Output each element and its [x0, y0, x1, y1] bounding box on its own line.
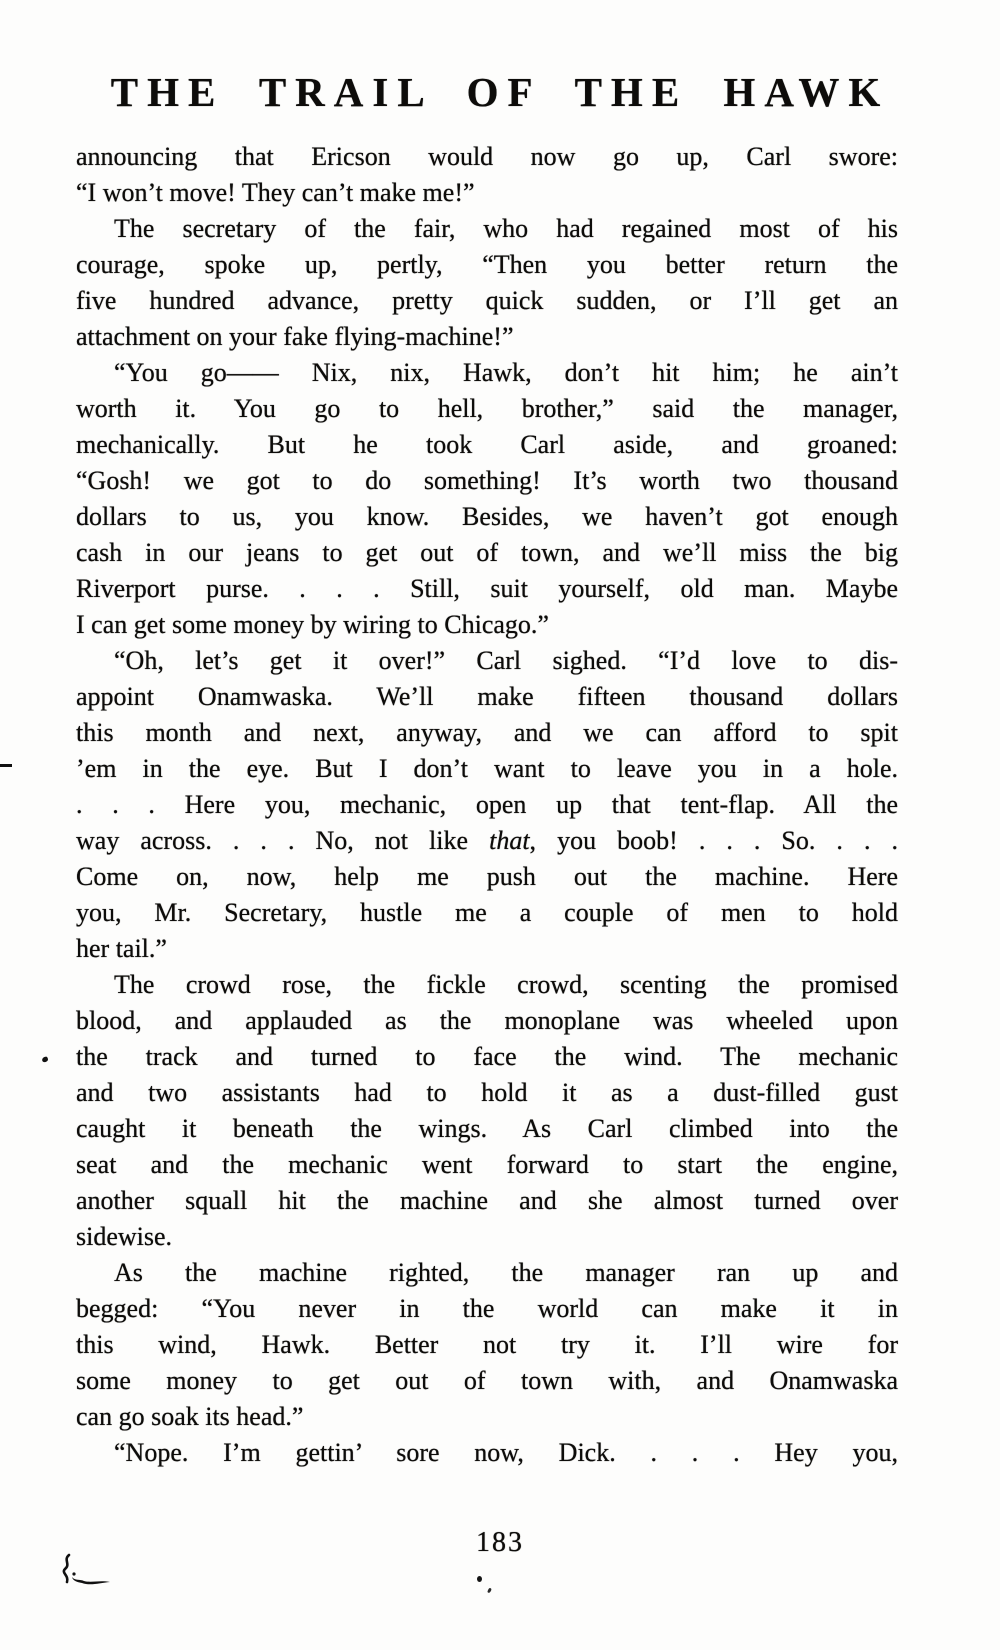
- text-block: [76, 139, 898, 1471]
- text-line: As the machine righted, the manager ran up and: [114, 1258, 898, 1287]
- folio-dot-mark: [477, 1576, 482, 1582]
- text-line: and two assistants had to hold it as a dust-filled gust: [76, 1078, 898, 1107]
- text-line: “Oh, let’s get it over!” Carl sighed. “I’d love to dis-: [114, 646, 898, 675]
- text-line: the track and turned to face the wind. The mechanic: [76, 1042, 898, 1071]
- text-line: dollars to us, you know. Besides, we haven’t got enough: [76, 502, 898, 531]
- text-line: this wind, Hawk. Better not try it. I’ll wire for: [76, 1330, 898, 1359]
- page-number: 183: [476, 1527, 524, 1558]
- text-line: can go soak its head.”: [76, 1402, 304, 1431]
- text-line: Riverport purse. . . . Still, suit yourself, old man. Maybe: [76, 574, 898, 603]
- text-line: mechanically. But he took Carl aside, and groaned:: [76, 430, 898, 459]
- text-line: ’em in the eye. But I don’t want to leave you in a hole.: [76, 754, 898, 783]
- text-line: The crowd rose, the fickle crowd, scenting the promised: [114, 970, 898, 999]
- text-line: appoint Onamwaska. We’ll make fifteen thousand dollars: [76, 682, 898, 711]
- text-line: her tail.”: [76, 934, 167, 963]
- running-head-title: THE TRAIL OF THE HAWK: [110, 69, 890, 115]
- italic-text: that: [489, 826, 530, 855]
- text-line: another squall hit the machine and she almost turned over: [76, 1186, 898, 1215]
- text-line: caught it beneath the wings. As Carl climbed into the: [76, 1114, 898, 1143]
- text-line: I can get some money by wiring to Chicago.”: [76, 610, 549, 639]
- text-line: begged: “You never in the world can make it in: [76, 1294, 898, 1323]
- text-line: announcing that Ericson would now go up, Carl swore:: [76, 142, 898, 171]
- text-line: “You go—— Nix, nix, Hawk, don’t hit him; he ain’t: [114, 358, 898, 387]
- text-line: courage, spoke up, pertly, “Then you better return the: [76, 250, 898, 279]
- text-line: worth it. You go to hell, brother,” said the manager,: [76, 394, 898, 423]
- text-line: this month and next, anyway, and we can afford to spit: [76, 718, 898, 747]
- text-line: The secretary of the fair, who had regained most of his: [114, 214, 898, 243]
- margin-tick-mark: [0, 764, 12, 767]
- text-line: blood, and applauded as the monoplane was wheeled upon: [76, 1006, 898, 1035]
- ink-smudge: [58, 1552, 116, 1592]
- text-line: “I won’t move! They can’t make me!”: [76, 178, 475, 207]
- margin-dot-mark: [41, 1056, 48, 1063]
- text-line: Come on, now, help me push out the machine. Here: [76, 862, 898, 891]
- folio-dot-mark: [487, 1588, 492, 1594]
- text-line: five hundred advance, pretty quick sudden, or I’ll get an: [76, 286, 898, 315]
- text-line: “Gosh! we got to do something! It’s worth two thousand: [76, 466, 898, 495]
- text-line: you, Mr. Secretary, hustle me a couple of men to hold: [76, 898, 898, 927]
- text-line: sidewise.: [76, 1222, 173, 1251]
- text-line: some money to get out of town with, and Onamwaska: [76, 1366, 898, 1395]
- text-line: seat and the mechanic went forward to start the engine,: [76, 1150, 898, 1179]
- text-line: way across. . . . No, not like that, you boob! . . . So. . . .: [76, 826, 899, 855]
- text-line: attachment on your fake flying-machine!”: [76, 322, 514, 351]
- text-line: “Nope. I’m gettin’ sore now, Dick. . . . Hey you,: [114, 1438, 898, 1467]
- text-line: cash in our jeans to get out of town, and we’ll miss the big: [76, 538, 898, 567]
- text-line: . . . Here you, mechanic, open up that tent-flap. All the: [76, 790, 898, 819]
